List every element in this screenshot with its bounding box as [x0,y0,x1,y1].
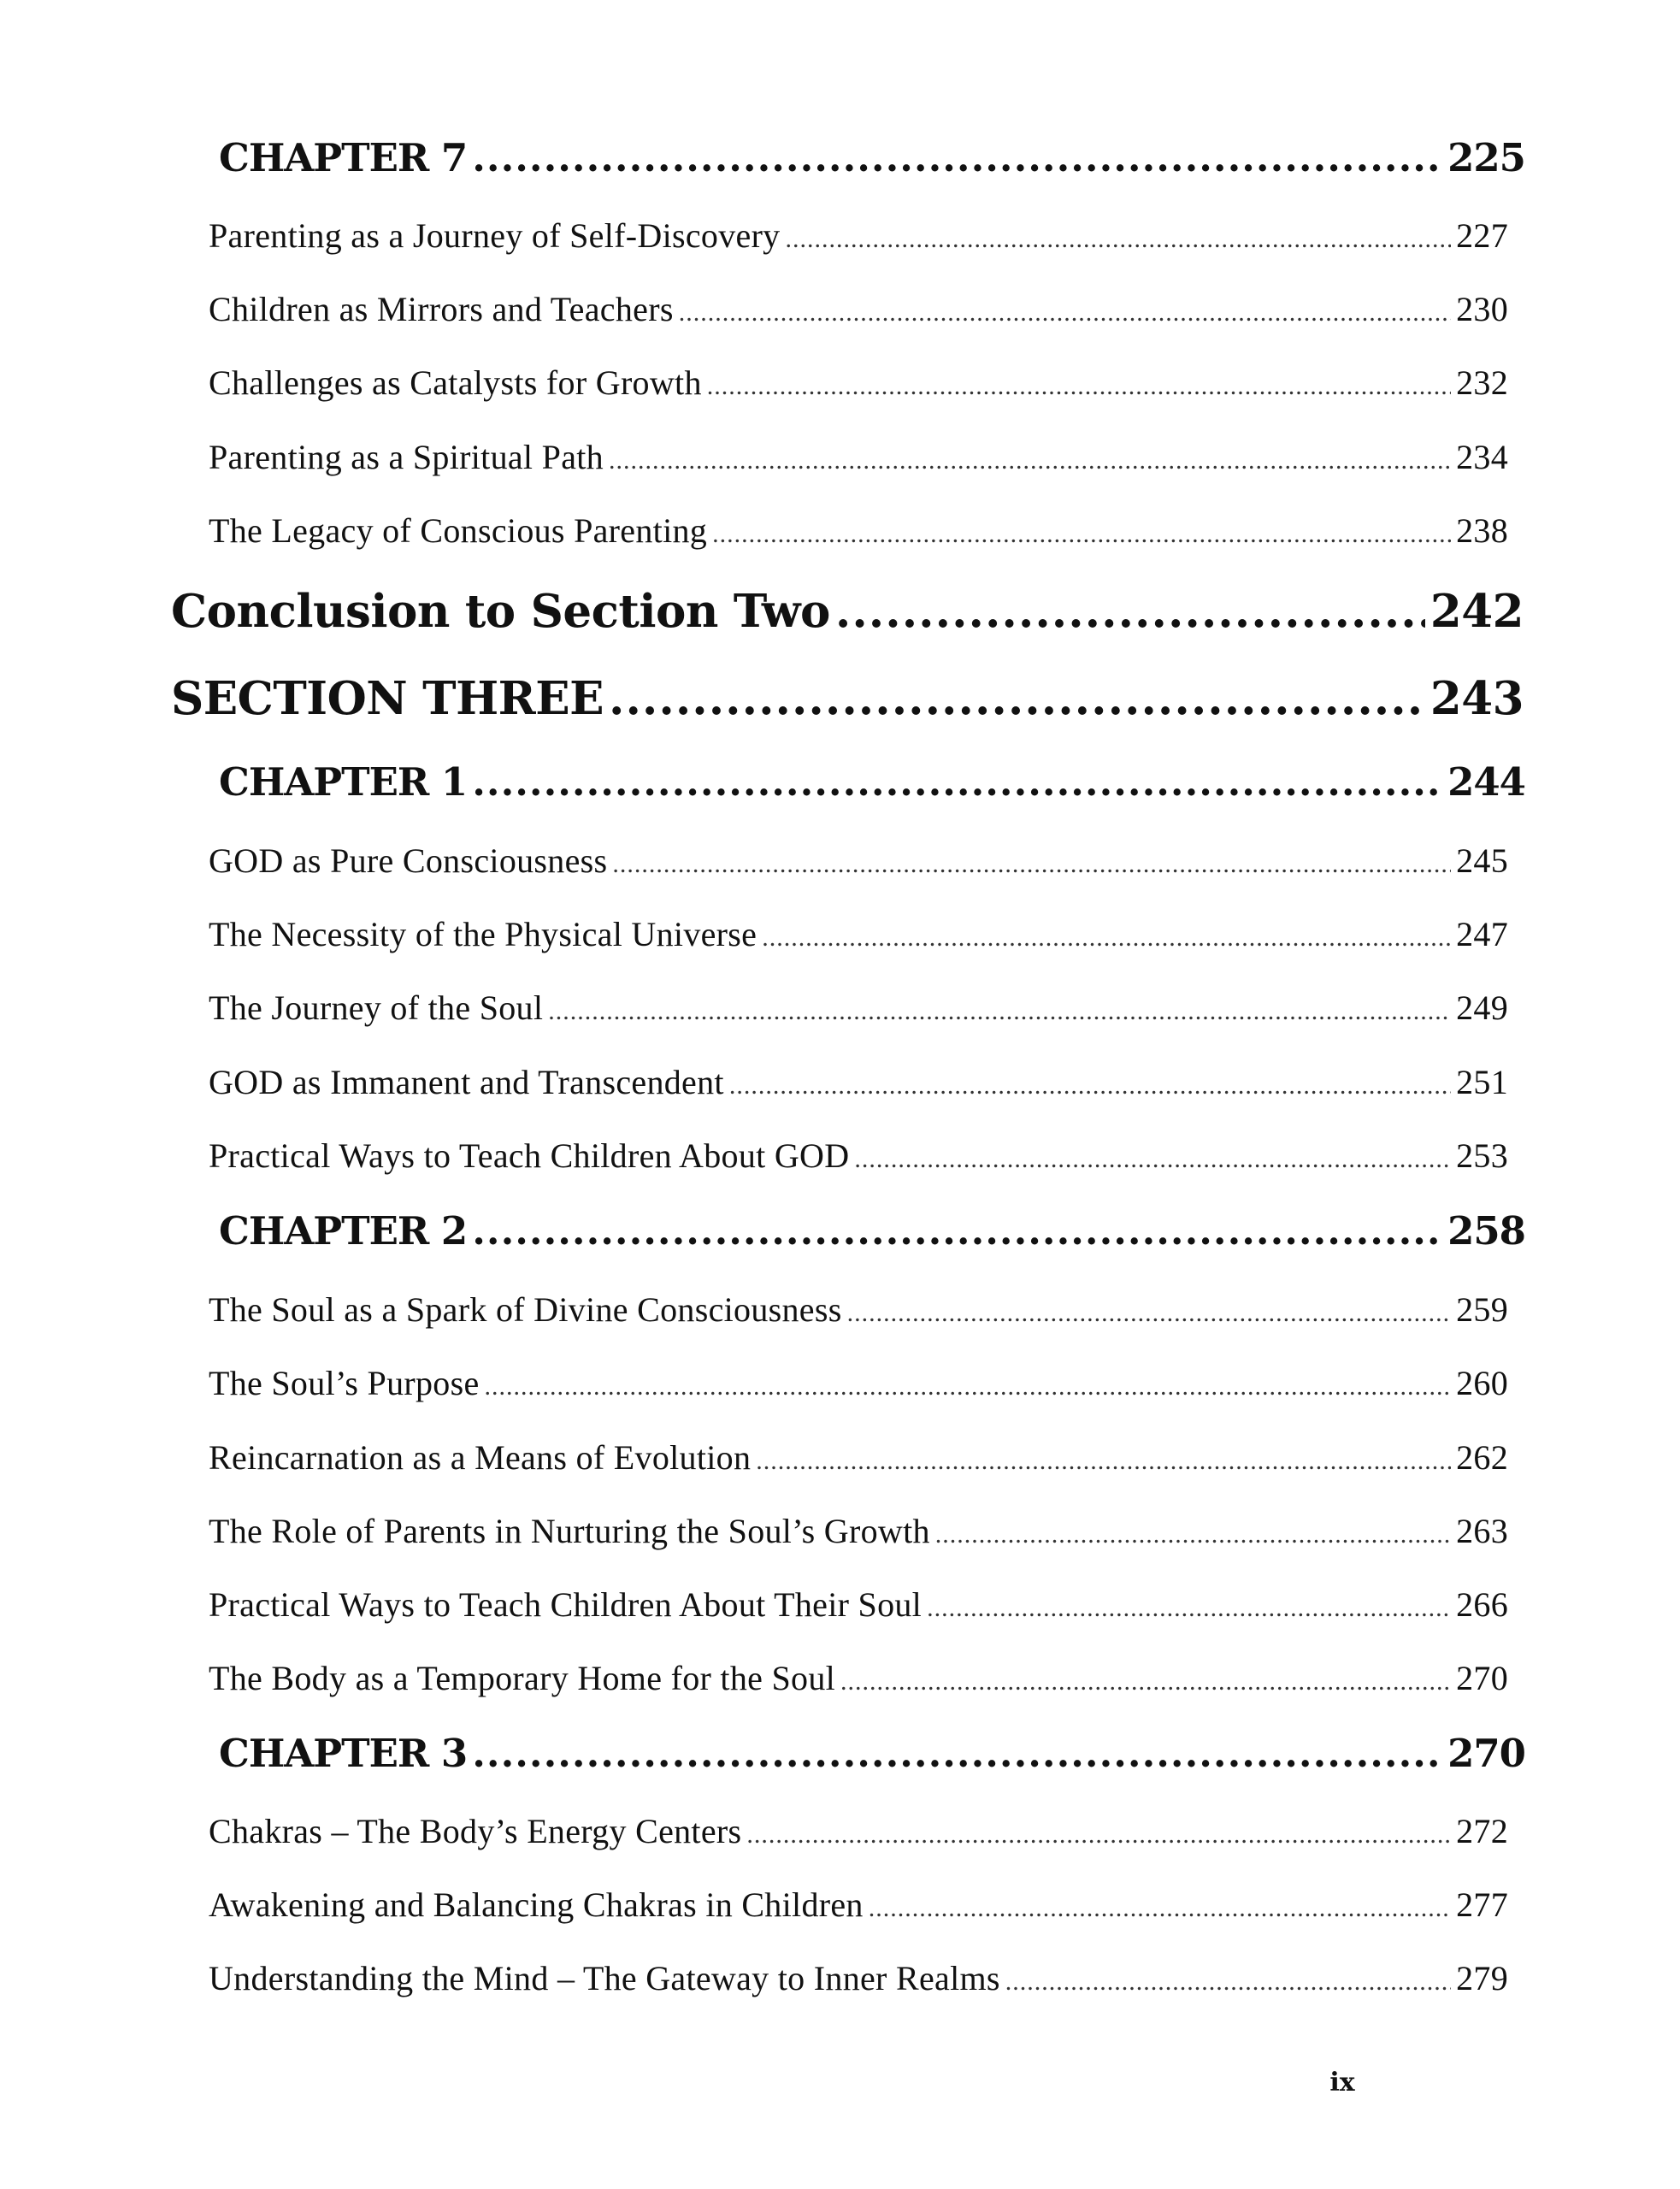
toc-page-number: 270 [1447,1731,1525,1776]
toc-entry[interactable] [209,1289,1508,1330]
toc-chapter-heading[interactable] [219,759,1525,805]
toc-page-number: 238 [1456,511,1508,550]
leader-dots [785,225,1451,254]
toc-title: SECTION THREE [171,672,604,725]
toc-page-number: 279 [1456,1959,1508,1997]
toc-title: The Body as a Temporary Home for the Soul [209,1659,836,1697]
toc-entry[interactable] [209,1885,1508,1925]
toc-title: CHAPTER 1 [219,759,468,805]
toc-title: GOD as Pure Consciousness [209,841,608,880]
toc-entry[interactable] [209,363,1508,403]
toc-title: The Legacy of Conscious Parenting [209,511,708,550]
toc-entry[interactable] [209,437,1508,477]
toc-title: Parenting as a Journey of Self-Discovery [209,216,781,255]
toc-title: Challenges as Catalysts for Growth [209,363,702,402]
toc-section-heading[interactable] [171,672,1524,725]
leader-dots [679,298,1451,327]
toc-title: The Necessity of the Physical Universe [209,915,757,953]
toc-page-number: 260 [1456,1364,1508,1402]
toc-title: CHAPTER 3 [219,1731,468,1776]
toc-page-number: 259 [1456,1290,1508,1329]
toc-title: Understanding the Mind – The Gateway to Inner Realms [209,1959,1000,1997]
leader-dots [472,1208,1442,1254]
toc-entry[interactable] [209,914,1508,954]
leader-dots [847,1299,1451,1328]
toc-page-number: 251 [1456,1063,1508,1101]
toc-title: The Soul as a Spark of Divine Consciousness [209,1290,842,1329]
toc-chapter-heading[interactable] [219,1731,1525,1776]
toc-entry[interactable] [209,1136,1508,1176]
leader-dots [729,1071,1451,1100]
leader-dots [935,1520,1451,1549]
toc-page-number: 258 [1447,1208,1525,1254]
toc-entry[interactable] [209,988,1508,1028]
toc-entry[interactable] [209,1958,1508,1998]
toc-chapter-heading[interactable] [219,135,1525,180]
leader-dots [612,850,1451,879]
toc-page-number: 272 [1456,1812,1508,1850]
toc-title: The Role of Parents in Nurturing the Soul’s Growth [209,1512,930,1550]
toc-title: Practical Ways to Teach Children About Their Soul [209,1585,923,1624]
toc-page-number: 262 [1456,1438,1508,1477]
toc-page-number: 227 [1456,216,1508,255]
toc-entry[interactable] [209,1062,1508,1102]
toc-page-number: 243 [1429,672,1524,725]
leader-dots [712,520,1451,549]
toc-entry[interactable] [209,1511,1508,1551]
leader-dots [707,372,1451,401]
leader-dots [485,1372,1452,1401]
toc-title: CHAPTER 2 [219,1208,468,1254]
toc-title: Children as Mirrors and Teachers [209,290,674,328]
toc-entry[interactable] [209,841,1508,881]
leader-dots [1005,1968,1451,1997]
toc-page-number: 230 [1456,290,1508,328]
toc-entry[interactable] [209,1584,1508,1625]
toc-section-heading[interactable] [171,585,1524,638]
toc-page-number: 244 [1447,759,1525,805]
toc-title: Reincarnation as a Means of Evolution [209,1438,752,1477]
toc-chapter-heading[interactable] [219,1208,1525,1254]
toc-entry[interactable] [209,289,1508,329]
toc-page-number: 232 [1456,363,1508,402]
toc-page-number: 266 [1456,1585,1508,1624]
toc-page-number: 249 [1456,988,1508,1027]
leader-dots [472,759,1442,805]
toc-page-number: 234 [1456,438,1508,476]
toc-title: Chakras – The Body’s Energy Centers [209,1812,742,1850]
leader-dots [762,923,1451,953]
toc-entry[interactable] [209,1363,1508,1403]
toc-page-number: 242 [1429,585,1524,638]
leader-dots [927,1594,1451,1623]
toc-title: Awakening and Balancing Chakras in Children [209,1885,864,1924]
toc-page-number: 263 [1456,1512,1508,1550]
toc-entry[interactable] [209,215,1508,256]
leader-dots [609,672,1425,725]
leader-dots [472,1731,1442,1776]
toc-page-number: 247 [1456,915,1508,953]
leader-dots [756,1447,1451,1476]
leader-dots [835,585,1425,638]
toc-page-number: 225 [1447,135,1525,180]
toc-page-number: 277 [1456,1885,1508,1924]
leader-dots [609,446,1451,475]
toc-title: Conclusion to Section Two [171,585,830,638]
toc-title: CHAPTER 7 [219,135,468,180]
toc-page-number: 270 [1456,1659,1508,1697]
toc-page-number: 253 [1456,1136,1508,1175]
leader-dots [869,1894,1451,1923]
toc-title: Practical Ways to Teach Children About GOD [209,1136,850,1175]
toc-entry[interactable] [209,1437,1508,1478]
leader-dots [854,1145,1451,1174]
page-number: ix [1329,2068,1355,2098]
toc-page-number: 245 [1456,841,1508,880]
leader-dots [840,1667,1451,1696]
toc-entry[interactable] [209,1811,1508,1851]
toc-title: GOD as Immanent and Transcendent [209,1063,724,1101]
leader-dots [472,135,1442,180]
toc-title: Parenting as a Spiritual Path [209,438,604,476]
leader-dots [746,1820,1451,1850]
leader-dots [548,997,1451,1026]
toc-title: The Soul’s Purpose [209,1364,480,1402]
toc-title: The Journey of the Soul [209,988,544,1027]
toc-entry[interactable] [209,510,1508,551]
toc-entry[interactable] [209,1658,1508,1698]
